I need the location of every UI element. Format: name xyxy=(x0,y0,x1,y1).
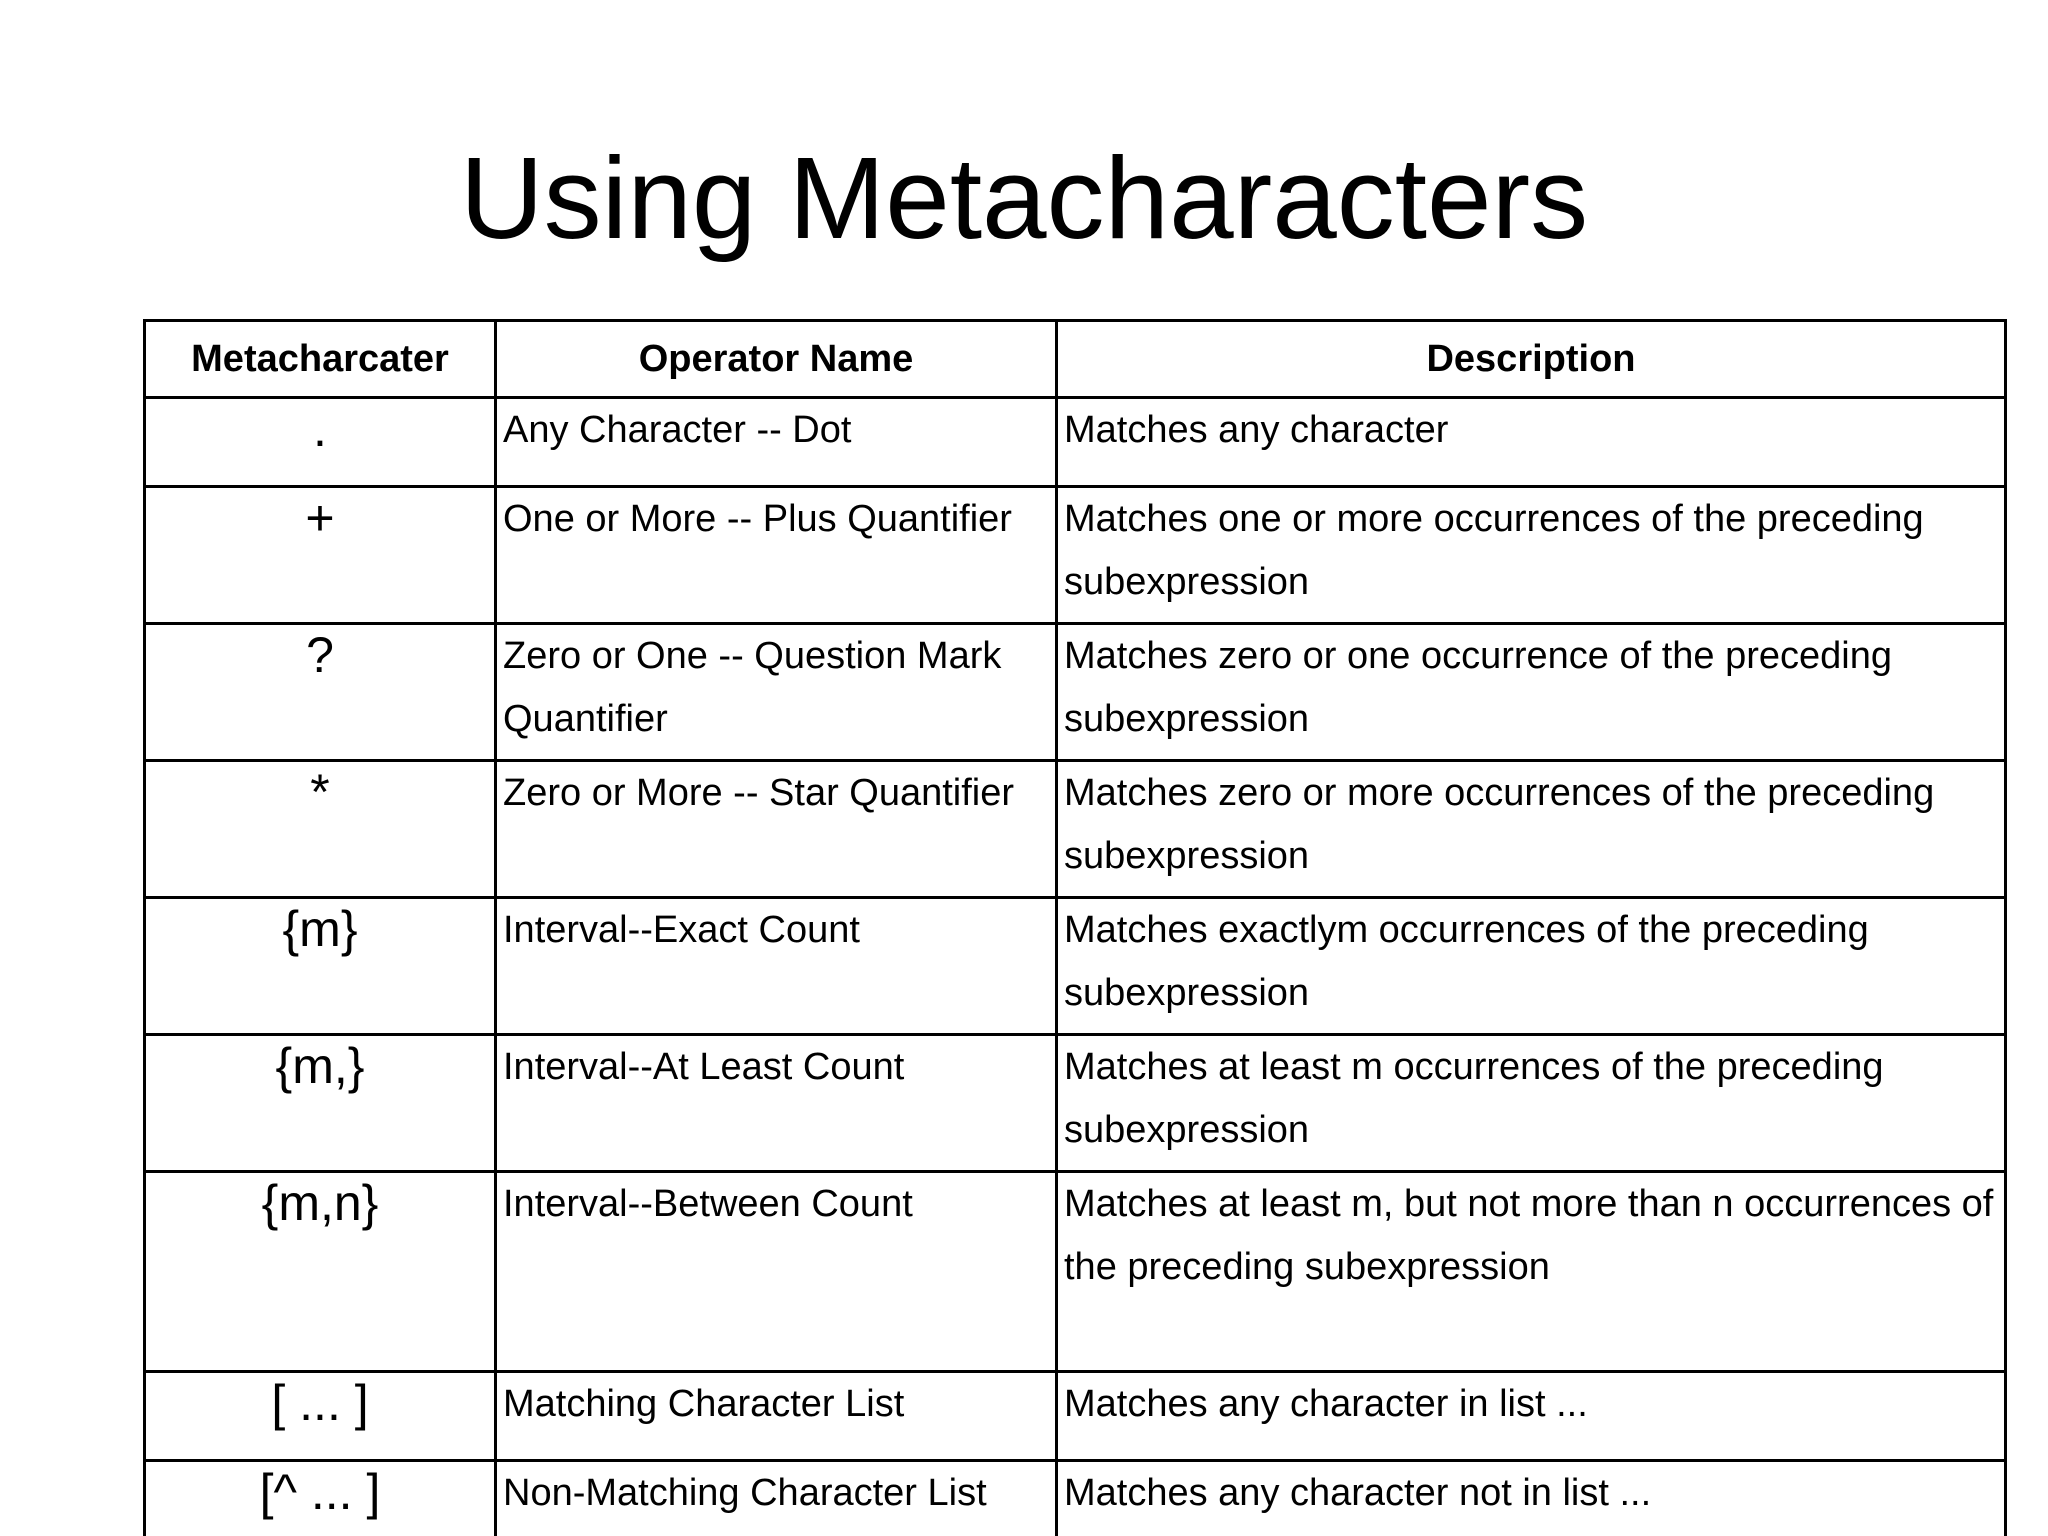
description-cell: Matches one or more occurrences of the preceding subexpression xyxy=(1057,487,2006,624)
description-cell: Matches exactlym occurrences of the preceding subexpression xyxy=(1057,898,2006,1035)
operator-name-cell: Matching Character List xyxy=(496,1372,1057,1461)
description-cell: Matches at least m occurrences of the preceding subexpression xyxy=(1057,1035,2006,1172)
metacharacters-table xyxy=(143,319,2007,1536)
description-cell: Matches zero or one occurrence of the preceding subexpression xyxy=(1057,624,2006,761)
description-cell: Matches any character xyxy=(1057,398,2006,487)
table-row xyxy=(145,898,2006,1035)
description-cell: Matches any character not in list ... xyxy=(1057,1461,2006,1536)
operator-name-cell: Any Character -- Dot xyxy=(496,398,1057,487)
metacharacter-cell: * xyxy=(145,761,496,898)
description-cell: Matches at least m, but not more than n occurrences of the preceding subexpression xyxy=(1057,1172,2006,1372)
description-cell: Matches any character in list ... xyxy=(1057,1372,2006,1461)
metacharacter-cell: ? xyxy=(145,624,496,761)
operator-name-cell: Interval--Exact Count xyxy=(496,898,1057,1035)
operator-name-cell: Non-Matching Character List xyxy=(496,1461,1057,1536)
header-operator-name: Operator Name xyxy=(496,321,1057,398)
metacharacter-cell: {m,n} xyxy=(145,1172,496,1372)
operator-name-cell: Interval--At Least Count xyxy=(496,1035,1057,1172)
operator-name-cell: Interval--Between Count xyxy=(496,1172,1057,1372)
table-row xyxy=(145,1035,2006,1172)
metacharacter-cell: + xyxy=(145,487,496,624)
table-row xyxy=(145,761,2006,898)
operator-name-cell: One or More -- Plus Quantifier xyxy=(496,487,1057,624)
metacharacter-cell: {m} xyxy=(145,898,496,1035)
table-row xyxy=(145,624,2006,761)
header-description: Description xyxy=(1057,321,2006,398)
table-header-row xyxy=(145,321,2006,398)
table-row xyxy=(145,1172,2006,1372)
table-row xyxy=(145,487,2006,624)
operator-name-cell: Zero or One -- Question Mark Quantifier xyxy=(496,624,1057,761)
metacharacter-cell: . xyxy=(145,398,496,487)
operator-name-cell: Zero or More -- Star Quantifier xyxy=(496,761,1057,898)
slide-title: Using Metacharacters xyxy=(459,133,1589,263)
metacharacter-cell: [^ ... ] xyxy=(145,1461,496,1536)
description-cell: Matches zero or more occurrences of the preceding subexpression xyxy=(1057,761,2006,898)
table-row xyxy=(145,398,2006,487)
header-metacharacter: Metacharcater xyxy=(145,321,496,398)
metacharacter-cell: [ ... ] xyxy=(145,1372,496,1461)
table-row xyxy=(145,1461,2006,1536)
table-row xyxy=(145,1372,2006,1461)
metacharacter-cell: {m,} xyxy=(145,1035,496,1172)
